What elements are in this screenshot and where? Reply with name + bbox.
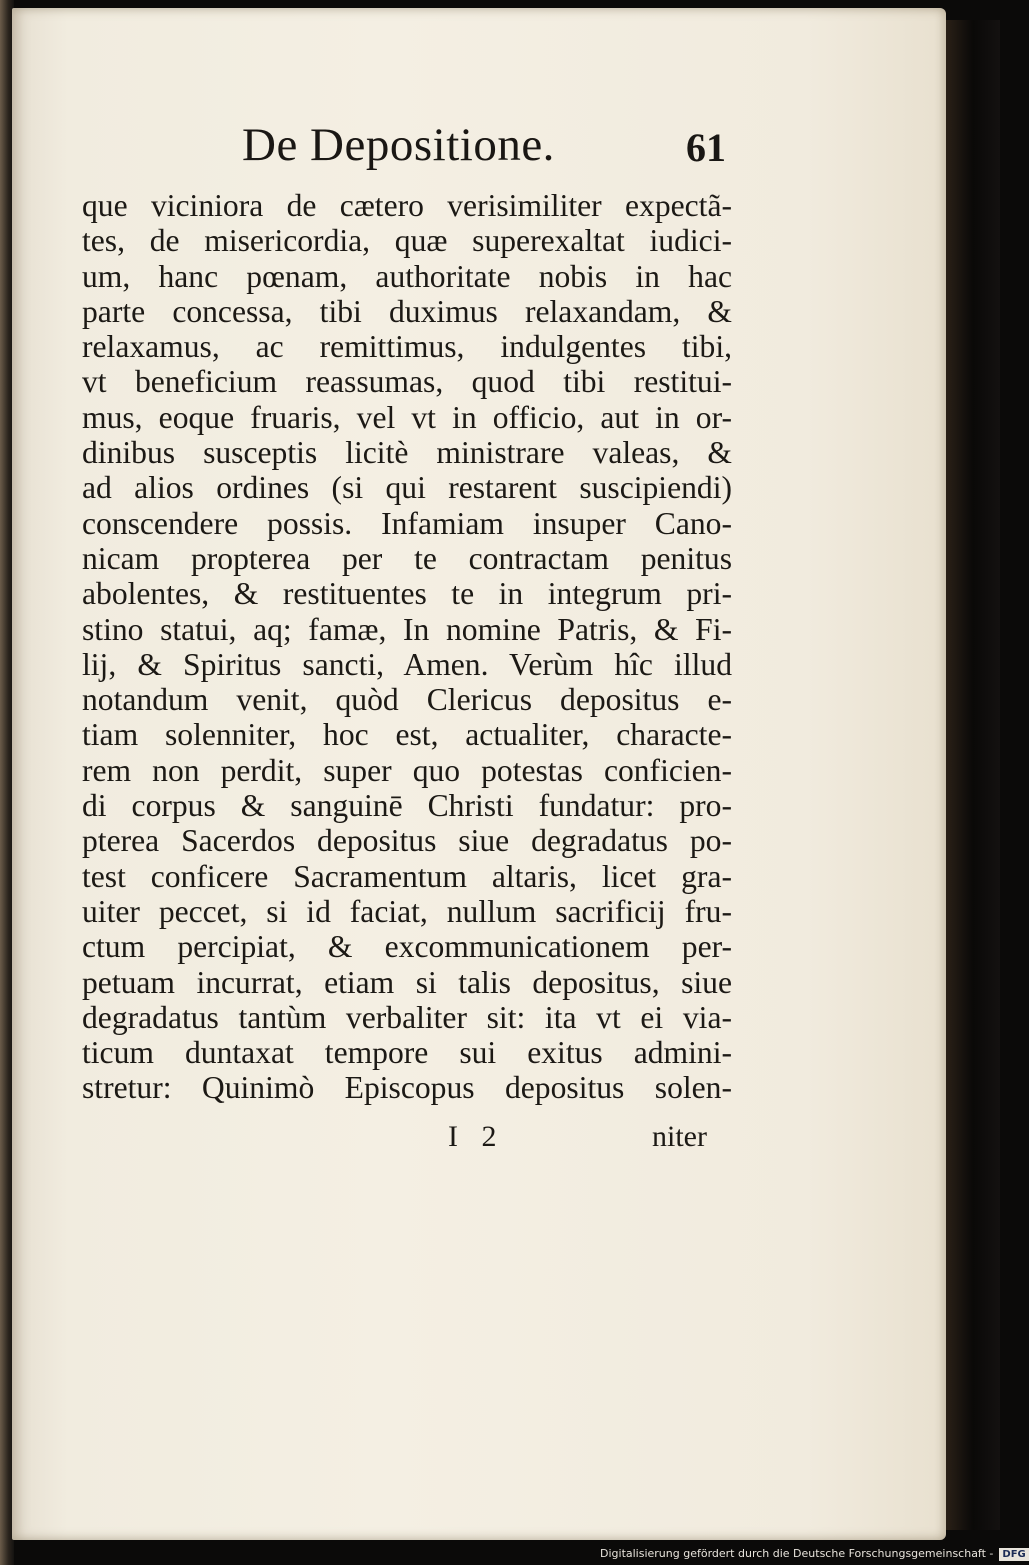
text-line: lij, & Spiritus sancti, Amen. Verùm hîc illud <box>82 646 732 682</box>
text-line: dinibus susceptis licitè ministrare valeas, & <box>82 435 732 471</box>
page-content <box>82 108 742 1170</box>
text-line: tes, de misericordia, quæ superexaltat iudici- <box>82 223 732 259</box>
text-line: ctum percipiat, & excommunicationem per- <box>82 929 732 965</box>
text-line: pterea Sacerdos depositus siue degradatus po- <box>82 823 732 859</box>
body-text <box>82 188 742 1106</box>
signature-mark: I 2 <box>448 1119 505 1153</box>
running-title: De Depositione. <box>242 119 555 171</box>
book-page <box>12 8 946 1540</box>
text-line: di corpus & sanguinē Christi fundatur: pro- <box>82 788 732 824</box>
text-line: ad alios ordines (si qui restarent suscipiendi) <box>82 470 732 506</box>
text-line: rem non perdit, super quo potestas conficien- <box>82 752 732 788</box>
catchword: niter <box>652 1119 707 1153</box>
page-number: 61 <box>686 125 726 170</box>
digitization-credit <box>600 1547 1029 1563</box>
text-line: vt beneficium reassumas, quod tibi restitui- <box>82 364 732 400</box>
text-line: uiter peccet, si id faciat, nullum sacrificij fru- <box>82 893 732 929</box>
text-line: ticum duntaxat tempore sui exitus admini- <box>82 1035 732 1071</box>
text-line: stino statui, aq; famæ, In nomine Patris, & Fi- <box>82 611 732 647</box>
dfg-logo: DFG <box>999 1548 1028 1561</box>
page-footer <box>82 1120 742 1170</box>
text-line: abolentes, & restituentes te in integrum pri- <box>82 576 732 612</box>
text-line: test conficere Sacramentum altaris, licet gra- <box>82 858 732 894</box>
text-line: nicam propterea per te contractam penitus <box>82 540 732 576</box>
text-line: parte concessa, tibi duximus relaxandam, & <box>82 293 732 329</box>
running-head <box>82 108 742 178</box>
text-line: um, hanc pœnam, authoritate nobis in hac <box>82 258 732 294</box>
book-right-edge <box>946 20 1000 1530</box>
text-line: que viciniora de cætero verisimiliter expectã- <box>82 188 732 223</box>
text-line: conscendere possis. Infamiam insuper Cano- <box>82 505 732 541</box>
text-line: notandum venit, quòd Clericus depositus e- <box>82 682 732 718</box>
text-line: relaxamus, ac remittimus, indulgentes tibi, <box>82 329 732 365</box>
text-line: mus, eoque fruaris, vel vt in officio, aut in or- <box>82 399 732 435</box>
text-line: stretur: Quinimò Episcopus depositus solen- <box>82 1070 732 1106</box>
text-line: tiam solenniter, hoc est, actualiter, characte- <box>82 717 732 753</box>
text-line: petuam incurrat, etiam si talis depositus, siue <box>82 964 732 1000</box>
credit-text: Digitalisierung gefördert durch die Deutsche Forschungsgemeinschaft - <box>600 1547 994 1560</box>
text-line: degradatus tantùm verbaliter sit: ita vt ei via- <box>82 999 732 1035</box>
